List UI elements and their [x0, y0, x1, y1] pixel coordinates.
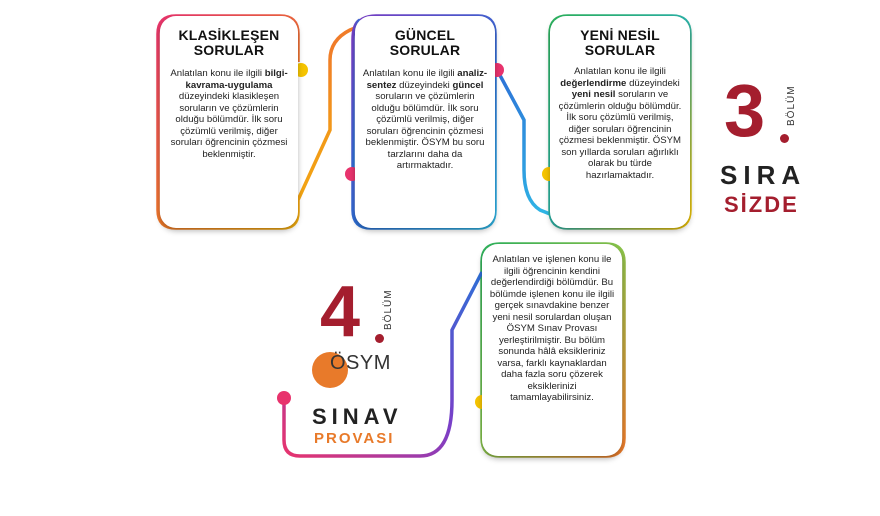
- section-4-dot: [375, 334, 384, 343]
- card-yeni-nesil-sorular: [550, 16, 690, 228]
- card-body: Anlatılan konu ile ilgili değerlendirme düzeyindeki yeni nesil soruların ve çözümlerin olduğu bölümdür. İlk soru çözümlü verilmiş, diğer soruları öğrencinin çözmesi beklenmiştir. ÖSYM son yıllarda soruları ağırlıklı olarak bu türde hazırlamaktadır.: [558, 66, 682, 181]
- card-sinav-provasi: [482, 244, 622, 456]
- card-body: Anlatılan konu ile ilgili analiz-sentez düzeyindeki güncel soruların ve çözümlerin olduğu bölümdür. İlk soru çözümlü verilmiş, diğer soruları öğrencinin çözmesi beklenmiştir. ÖSYM bu soru tarzlarını daha da artırmaktadır.: [362, 68, 488, 171]
- card-title: KLASİKLEŞEN SORULAR: [178, 27, 280, 58]
- card-body: Anlatılan ve işlenen konu ile ilgili öğrencinin kendini değerlendirdiği bölümdür. Bu bölümde işlenen konu ile ilgili gerçek sınavdakine benzer yeni nesil sorulardan oluşan ÖSYM Sınav Provası yerleştirilmiştir. Bu bölüm sonunda hâlâ eksikleriniz varsa, farklı kaynaklardan daha fazla soru çözerek eksiklerinizi tamamlayabilirsiniz.: [489, 254, 615, 403]
- provasi-label: PROVASI: [314, 430, 395, 447]
- osym-brand-label: ÖSYM: [330, 352, 391, 374]
- section-3-dot: [780, 134, 789, 143]
- card-title: YENİ NESİL SORULAR: [580, 27, 660, 58]
- section-3-number: 3: [724, 69, 764, 152]
- sinav-label: SINAV: [312, 404, 403, 429]
- card-body: Anlatılan konu ile ilgili bilgi-kavrama-uygulama düzeyindeki klasikleşen soruların ve çözümlerin olduğu bölümdür. İlk soru çözümlü verilmiş, diğer soruları öğrencinin çözmesi beklenmiştir.: [170, 68, 288, 160]
- section-4-bolum-label: BÖLÜM: [383, 289, 394, 330]
- section-4-number: 4: [320, 272, 359, 352]
- sizde-label: SİZDE: [724, 192, 799, 217]
- card-guncel-sorular: [355, 16, 495, 228]
- card-klasiklesen-sorular: [160, 16, 298, 228]
- dot-pink-3: [277, 391, 291, 405]
- section-3-bolum-label: BÖLÜM: [786, 85, 797, 126]
- sira-label: SIRA: [720, 160, 807, 190]
- card-title: GÜNCEL SORULAR: [389, 27, 461, 58]
